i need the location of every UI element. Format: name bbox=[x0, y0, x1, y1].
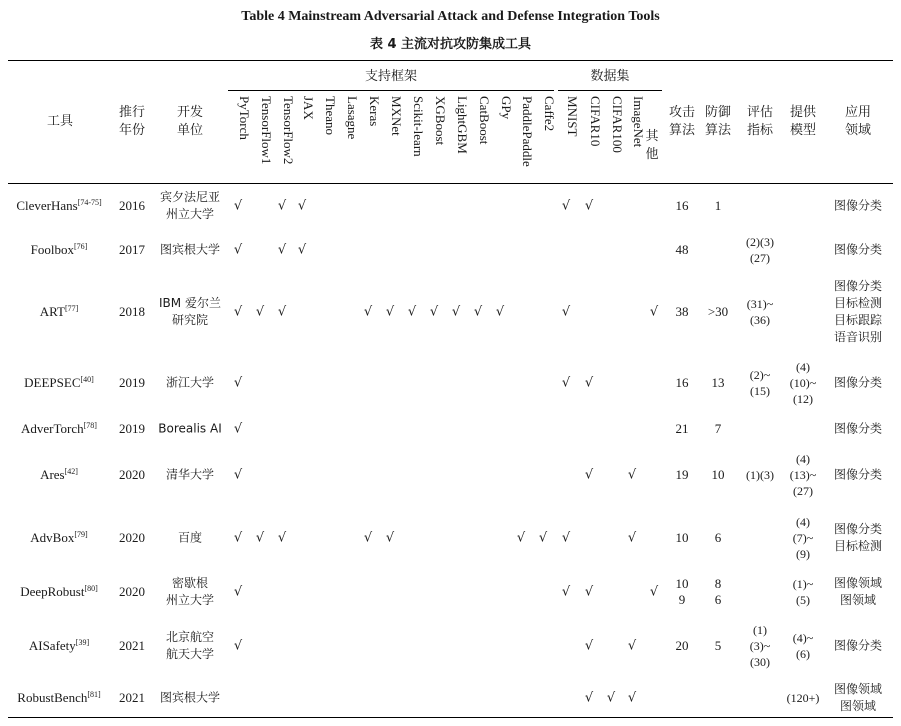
framework-header-label: TensorFlow2 bbox=[281, 96, 296, 165]
tool-name: AISafety bbox=[28, 638, 76, 653]
model-cell bbox=[782, 451, 824, 499]
framework-header-label: Keras bbox=[367, 96, 382, 127]
tool-reference: [42] bbox=[64, 467, 78, 476]
top-rule bbox=[8, 60, 893, 61]
dataset-check: √ bbox=[584, 638, 594, 654]
tool-name-cell bbox=[8, 638, 110, 654]
tool-name-cell bbox=[8, 690, 110, 706]
dataset-header-label: ImageNet bbox=[631, 96, 646, 148]
header-attack-line: 攻击 bbox=[668, 105, 695, 120]
header-org bbox=[152, 104, 228, 140]
attack-count-cell-line: 10 bbox=[675, 576, 689, 591]
org-cell bbox=[152, 421, 228, 438]
header-tool: 工具 bbox=[46, 114, 73, 129]
header-defense-line: 算法 bbox=[704, 123, 731, 138]
defense-count-cell bbox=[700, 576, 736, 608]
framework-check: √ bbox=[363, 530, 373, 546]
metric-cell-line: (2)(3) bbox=[746, 235, 774, 249]
defense-count-cell bbox=[700, 304, 736, 320]
tool-name: CleverHans bbox=[16, 198, 78, 213]
org-cell bbox=[152, 629, 228, 663]
tool-name: RobustBench bbox=[17, 690, 88, 705]
attack-count-cell-line: 9 bbox=[678, 592, 686, 607]
tool-name: DEEPSEC bbox=[24, 375, 81, 390]
header-field-line: 领域 bbox=[844, 123, 871, 138]
dataset-check: √ bbox=[627, 467, 637, 483]
tool-name: ART bbox=[39, 304, 65, 319]
attack-count-cell-line: 21 bbox=[675, 421, 689, 436]
dataset-check: √ bbox=[561, 304, 571, 320]
defense-count-cell bbox=[700, 638, 736, 654]
framework-header-label: PyTorch bbox=[237, 96, 252, 140]
tool-reference: [80] bbox=[84, 584, 98, 593]
dataset-header bbox=[631, 96, 645, 178]
year-cell: 2021 bbox=[119, 690, 145, 705]
tool-name-cell bbox=[8, 375, 110, 391]
year-cell: 2016 bbox=[119, 198, 145, 213]
model-cell-line: (6) bbox=[796, 647, 810, 661]
year-cell: 2020 bbox=[119, 584, 145, 599]
framework-header-label: CatBoost bbox=[477, 96, 492, 145]
year-cell: 2020 bbox=[119, 530, 145, 545]
org-cell bbox=[152, 189, 228, 223]
framework-check: √ bbox=[233, 467, 243, 483]
attack-count-cell-line: 16 bbox=[675, 198, 689, 213]
tool-name: AdvBox bbox=[30, 530, 75, 545]
framework-check: √ bbox=[233, 242, 243, 258]
defense-count-cell-line: 1 bbox=[714, 198, 722, 213]
defense-count-cell-line: 5 bbox=[714, 638, 722, 653]
dataset-check: √ bbox=[561, 530, 571, 546]
attack-count-cell bbox=[664, 530, 700, 546]
defense-count-cell bbox=[700, 530, 736, 546]
framework-header-label: JAX bbox=[301, 96, 316, 120]
org-cell bbox=[152, 375, 228, 392]
header-year-line: 年份 bbox=[118, 123, 145, 138]
header-model-line: 模型 bbox=[789, 123, 816, 138]
org-line: 密歇根 bbox=[171, 576, 208, 590]
model-cell bbox=[782, 576, 824, 608]
org-line: 宾夕法尼亚 bbox=[159, 190, 220, 204]
field-cell bbox=[828, 242, 888, 259]
defense-count-cell-line: 13 bbox=[711, 375, 725, 390]
field-line: 图像分类 bbox=[833, 198, 882, 213]
framework-header-label: Lasagne bbox=[345, 96, 360, 140]
attack-count-cell bbox=[664, 638, 700, 654]
header-year bbox=[112, 104, 152, 140]
header-model-line: 提供 bbox=[789, 105, 816, 120]
field-cell bbox=[828, 421, 888, 438]
attack-count-cell bbox=[664, 242, 700, 258]
org-line: Borealis AI bbox=[158, 421, 222, 436]
field-cell bbox=[828, 521, 888, 555]
org-cell bbox=[152, 690, 228, 707]
dataset-check: √ bbox=[584, 467, 594, 483]
org-cell bbox=[152, 530, 228, 547]
org-cell bbox=[152, 575, 228, 609]
year-cell: 2020 bbox=[119, 467, 145, 482]
dataset-header bbox=[610, 96, 624, 178]
field-line: 图像分类 bbox=[833, 242, 882, 257]
org-line: 图宾根大学 bbox=[159, 242, 220, 257]
tool-name-cell bbox=[8, 198, 110, 214]
tool-name-cell bbox=[8, 530, 110, 546]
framework-check: √ bbox=[277, 198, 287, 214]
framework-check: √ bbox=[277, 304, 287, 320]
tool-reference: [77] bbox=[64, 304, 79, 313]
framework-check: √ bbox=[233, 638, 243, 654]
attack-count-cell bbox=[664, 467, 700, 483]
framework-header-label: TensorFlow1 bbox=[259, 96, 274, 165]
dataset-check: √ bbox=[584, 375, 594, 391]
dataset-check: √ bbox=[584, 690, 594, 706]
year-cell: 2021 bbox=[119, 638, 145, 653]
defense-count-cell bbox=[700, 375, 736, 391]
tool-reference: [76] bbox=[74, 242, 88, 251]
org-line: 研究院 bbox=[171, 313, 208, 327]
framework-check: √ bbox=[385, 304, 395, 320]
header-field bbox=[828, 104, 888, 140]
org-line: 航天大学 bbox=[165, 647, 214, 661]
metric-cell bbox=[738, 622, 782, 670]
model-cell bbox=[782, 690, 824, 706]
framework-check: √ bbox=[429, 304, 439, 320]
dataset-check: √ bbox=[627, 638, 637, 654]
framework-group-rule bbox=[228, 90, 554, 91]
metric-cell-line: (3)~ bbox=[749, 639, 771, 653]
dataset-group-header: 数据集 bbox=[590, 69, 630, 84]
model-cell-line: (7)~ bbox=[792, 531, 814, 545]
tool-reference: [81] bbox=[87, 690, 101, 699]
framework-check: √ bbox=[363, 304, 373, 320]
field-cell bbox=[828, 575, 888, 609]
other-check: √ bbox=[649, 304, 659, 320]
dataset-check: √ bbox=[561, 584, 571, 600]
framework-header-label: Scikit-learn bbox=[411, 96, 426, 157]
model-cell-line: (13)~ bbox=[789, 468, 817, 482]
year-cell: 2018 bbox=[119, 304, 145, 319]
tool-name: DeepRobust bbox=[20, 584, 85, 599]
framework-header bbox=[433, 96, 447, 178]
framework-check: √ bbox=[233, 530, 243, 546]
defense-count-cell-line: 6 bbox=[714, 530, 722, 545]
model-cell bbox=[782, 630, 824, 662]
field-cell bbox=[828, 278, 888, 346]
dataset-check: √ bbox=[561, 198, 571, 214]
header-metric-line: 指标 bbox=[746, 123, 773, 138]
model-cell-line: (4)~ bbox=[792, 631, 814, 645]
tool-name: Ares bbox=[40, 467, 65, 482]
header-year-line: 推行 bbox=[118, 105, 145, 120]
tool-name-cell bbox=[8, 304, 110, 320]
framework-header bbox=[281, 96, 295, 178]
model-cell-line: (27) bbox=[793, 484, 813, 498]
year-cell: 2017 bbox=[119, 242, 145, 257]
org-line: 北京航空 bbox=[165, 630, 214, 644]
framework-check: √ bbox=[255, 304, 265, 320]
framework-check: √ bbox=[473, 304, 483, 320]
field-line: 目标跟踪 bbox=[833, 313, 882, 327]
header-org-line: 单位 bbox=[176, 123, 203, 138]
framework-check: √ bbox=[277, 530, 287, 546]
field-line: 图领域 bbox=[839, 699, 876, 713]
header-attack bbox=[664, 104, 700, 140]
attack-count-cell-line: 19 bbox=[675, 467, 689, 482]
org-line: IBM 爱尔兰 bbox=[159, 296, 221, 310]
dataset-header-label: MNIST bbox=[565, 96, 580, 137]
field-line: 图像领域 bbox=[833, 576, 882, 590]
org-cell bbox=[152, 467, 228, 484]
attack-count-cell bbox=[664, 421, 700, 437]
org-line: 清华大学 bbox=[165, 467, 214, 482]
header-metric-line: 评估 bbox=[746, 105, 773, 120]
model-cell-line: (5) bbox=[796, 593, 810, 607]
field-line: 图像分类 bbox=[833, 375, 882, 390]
framework-check: √ bbox=[233, 421, 243, 437]
org-line: 图宾根大学 bbox=[159, 690, 220, 705]
model-cell-line: (4) bbox=[796, 360, 810, 374]
metric-cell-line: (1) bbox=[753, 623, 767, 637]
tool-reference: [40] bbox=[80, 375, 94, 384]
field-line: 图像领域 bbox=[833, 682, 882, 696]
dataset-check: √ bbox=[584, 584, 594, 600]
attack-count-cell bbox=[664, 375, 700, 391]
field-cell bbox=[828, 638, 888, 655]
defense-count-cell-line: 6 bbox=[714, 592, 722, 607]
other-check: √ bbox=[649, 584, 659, 600]
framework-check: √ bbox=[297, 198, 307, 214]
model-cell-line: (4) bbox=[796, 452, 810, 466]
framework-check: √ bbox=[233, 375, 243, 391]
framework-header bbox=[301, 96, 315, 178]
framework-header bbox=[455, 96, 469, 178]
header-metric bbox=[740, 104, 780, 140]
framework-check: √ bbox=[255, 530, 265, 546]
dataset-header bbox=[588, 96, 602, 178]
field-line: 语音识别 bbox=[833, 330, 882, 344]
header-org-line: 开发 bbox=[176, 105, 203, 120]
framework-check: √ bbox=[277, 242, 287, 258]
tool-name-cell bbox=[8, 584, 110, 600]
dataset-check: √ bbox=[584, 198, 594, 214]
defense-count-cell-line: 8 bbox=[714, 576, 722, 591]
tool-name: AdverTorch bbox=[21, 421, 84, 436]
framework-check: √ bbox=[538, 530, 548, 546]
field-line: 图像分类 bbox=[833, 421, 882, 436]
field-cell bbox=[828, 198, 888, 215]
metric-cell-line: (1)(3) bbox=[746, 468, 774, 482]
header-defense-line: 防御 bbox=[704, 105, 731, 120]
framework-header bbox=[345, 96, 359, 178]
framework-header-label: GPy bbox=[499, 96, 514, 120]
header-field-line: 应用 bbox=[844, 105, 871, 120]
framework-header-label: XGBoost bbox=[433, 96, 448, 146]
model-cell-line: (1)~ bbox=[792, 577, 814, 591]
metric-cell-line: (15) bbox=[750, 384, 770, 398]
framework-header bbox=[389, 96, 403, 178]
attack-count-cell-line: 48 bbox=[675, 242, 689, 257]
framework-header-label: PaddlePaddle bbox=[520, 96, 535, 167]
defense-count-cell-line: >30 bbox=[707, 304, 729, 319]
field-line: 目标检测 bbox=[833, 296, 882, 310]
framework-header bbox=[323, 96, 337, 178]
dataset-header-label: CIFAR100 bbox=[610, 96, 625, 153]
tool-reference: [79] bbox=[74, 530, 88, 539]
framework-check: √ bbox=[495, 304, 505, 320]
framework-header bbox=[477, 96, 491, 178]
framework-check: √ bbox=[233, 584, 243, 600]
header-rule bbox=[8, 183, 893, 184]
framework-group-header: 支持框架 bbox=[364, 69, 417, 84]
framework-header bbox=[367, 96, 381, 178]
field-line: 图像分类 bbox=[833, 279, 882, 293]
tool-reference: [74-75] bbox=[77, 198, 102, 207]
org-line: 州立大学 bbox=[165, 593, 214, 607]
attack-count-cell-line: 20 bbox=[675, 638, 689, 653]
tool-name-cell bbox=[8, 467, 110, 483]
framework-header bbox=[237, 96, 251, 178]
defense-count-cell bbox=[700, 198, 736, 214]
field-line: 图像分类 bbox=[833, 467, 882, 482]
framework-check: √ bbox=[297, 242, 307, 258]
framework-check: √ bbox=[451, 304, 461, 320]
metric-cell-line: (30) bbox=[750, 655, 770, 669]
attack-count-cell-line: 38 bbox=[675, 304, 689, 319]
metric-cell bbox=[738, 296, 782, 328]
field-cell bbox=[828, 467, 888, 484]
framework-check: √ bbox=[516, 530, 526, 546]
metric-cell bbox=[738, 367, 782, 399]
model-cell bbox=[782, 514, 824, 562]
framework-header bbox=[499, 96, 513, 178]
metric-cell-line: (27) bbox=[750, 251, 770, 265]
dataset-group-rule bbox=[558, 90, 662, 91]
tool-name: Foolbox bbox=[30, 242, 74, 257]
defense-count-cell bbox=[700, 421, 736, 437]
field-line: 图像分类 bbox=[833, 522, 882, 536]
metric-cell-line: (2)~ bbox=[749, 368, 771, 382]
model-cell bbox=[782, 359, 824, 407]
model-cell-line: (10)~ bbox=[789, 376, 817, 390]
dataset-check: √ bbox=[606, 690, 616, 706]
framework-header bbox=[520, 96, 534, 178]
attack-count-cell-line: 16 bbox=[675, 375, 689, 390]
org-line: 浙江大学 bbox=[165, 375, 214, 390]
org-line: 百度 bbox=[177, 530, 202, 545]
header-other-line: 他 bbox=[645, 147, 659, 162]
metric-cell bbox=[738, 234, 782, 266]
framework-check: √ bbox=[385, 530, 395, 546]
dataset-check: √ bbox=[561, 375, 571, 391]
tool-name-cell bbox=[8, 242, 110, 258]
model-cell-line: (4) bbox=[796, 515, 810, 529]
metric-cell-line: (36) bbox=[750, 313, 770, 327]
header-attack-line: 算法 bbox=[668, 123, 695, 138]
defense-count-cell-line: 7 bbox=[714, 421, 722, 436]
framework-check: √ bbox=[233, 304, 243, 320]
model-cell-line: (12) bbox=[793, 392, 813, 406]
field-line: 图领域 bbox=[839, 593, 876, 607]
framework-header-label: MXNet bbox=[389, 96, 404, 136]
attack-count-cell-line: 10 bbox=[675, 530, 689, 545]
table-title-en: Table 4 Mainstream Adversarial Attack and Defense Integration Tools bbox=[241, 9, 660, 24]
framework-header bbox=[259, 96, 273, 178]
dataset-header-label: CIFAR10 bbox=[588, 96, 603, 147]
dataset-header bbox=[565, 96, 579, 178]
org-cell bbox=[152, 295, 228, 329]
tool-reference: [39] bbox=[75, 638, 90, 647]
framework-header-label: Caffe2 bbox=[542, 96, 557, 132]
dataset-check: √ bbox=[627, 690, 637, 706]
defense-count-cell-line: 10 bbox=[711, 467, 725, 482]
field-cell bbox=[828, 375, 888, 392]
org-cell bbox=[152, 242, 228, 259]
attack-count-cell bbox=[664, 304, 700, 320]
metric-cell-line: (31)~ bbox=[746, 297, 774, 311]
attack-count-cell bbox=[664, 576, 700, 608]
framework-check: √ bbox=[407, 304, 417, 320]
org-line: 州立大学 bbox=[165, 207, 214, 221]
framework-header bbox=[542, 96, 556, 178]
metric-cell bbox=[738, 467, 782, 483]
year-cell: 2019 bbox=[119, 375, 145, 390]
table-title-zh: 表 4 主流对抗攻防集成工具 bbox=[369, 37, 532, 52]
model-cell-line: (120+) bbox=[786, 691, 820, 705]
framework-header-label: Theano bbox=[323, 96, 338, 135]
tool-name-cell bbox=[8, 421, 110, 437]
attack-count-cell bbox=[664, 198, 700, 214]
defense-count-cell bbox=[700, 467, 736, 483]
model-cell-line: (9) bbox=[796, 547, 810, 561]
framework-header bbox=[411, 96, 425, 178]
framework-header-label: LightGBM bbox=[455, 96, 470, 154]
tool-reference: [78] bbox=[83, 421, 97, 430]
framework-check: √ bbox=[233, 198, 243, 214]
header-model bbox=[782, 104, 824, 140]
field-line: 目标检测 bbox=[833, 539, 882, 553]
field-cell bbox=[828, 681, 888, 715]
field-line: 图像分类 bbox=[833, 638, 882, 653]
header-defense bbox=[700, 104, 736, 140]
dataset-check: √ bbox=[627, 530, 637, 546]
year-cell: 2019 bbox=[119, 421, 145, 436]
bottom-rule bbox=[8, 717, 893, 718]
header-other-line: 其 bbox=[645, 129, 659, 144]
